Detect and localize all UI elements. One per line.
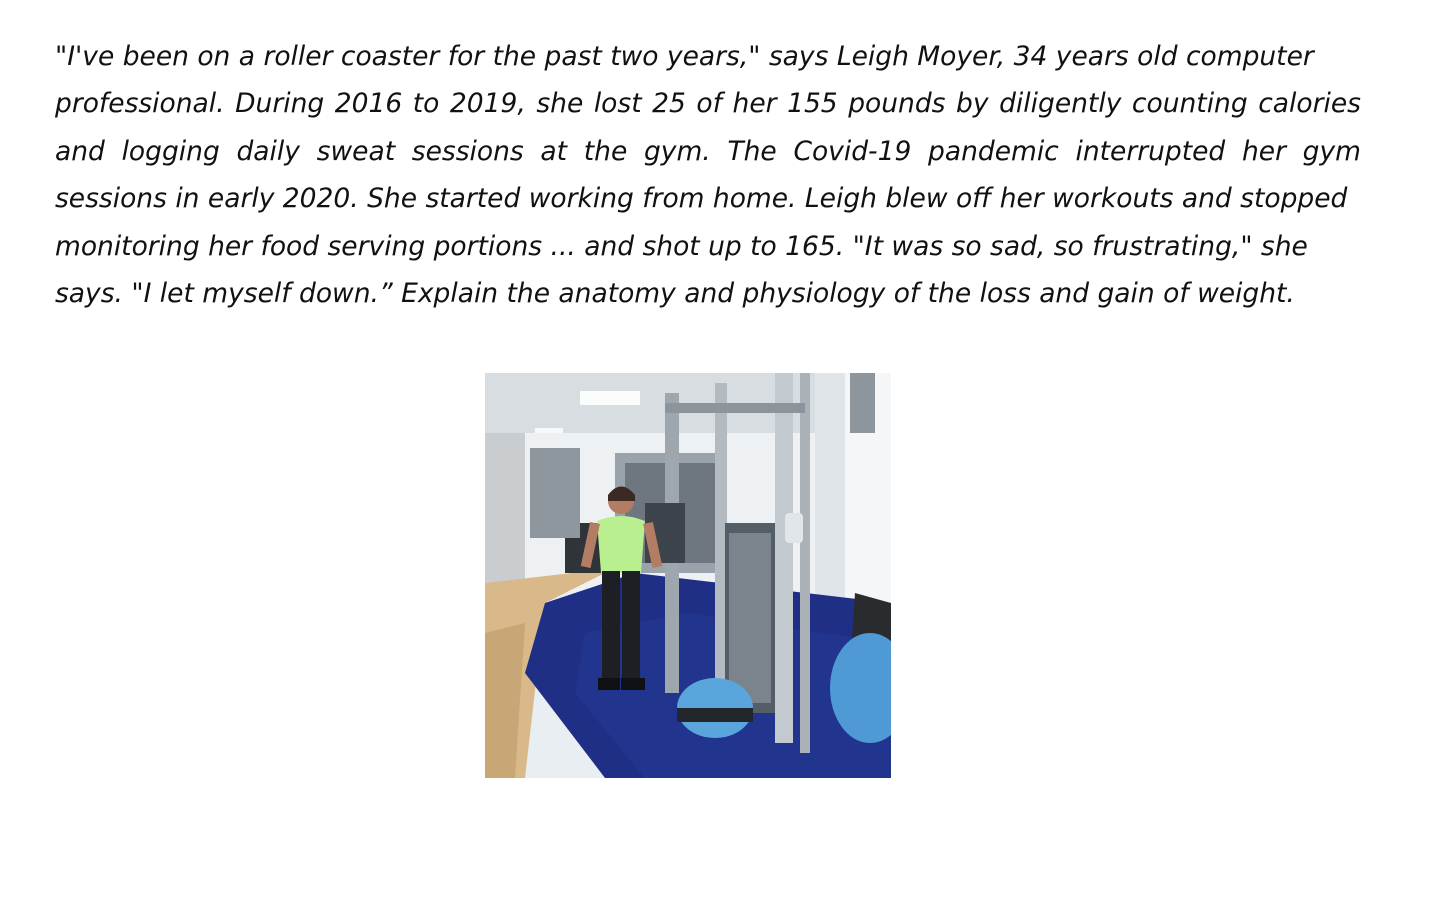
question-passage: [55, 33, 1385, 317]
passage-line-1: "I've been on a roller coaster for the past two years," says Leigh Moyer, 34 years old computer: [55, 41, 1314, 72]
passage-line-6: says. "I let myself down.” Explain the anatomy and physiology of the loss and gain of weight.: [55, 277, 1295, 309]
passage-line-3: and logging daily sweat sessions at the gym. The Covid-19 pandemic interrupted her gym: [55, 135, 1361, 167]
passage-line-5: monitoring her food serving portions ... and shot up to 165. "It was so sad, so frustrating," she: [55, 230, 1308, 262]
passage-line-4: sessions in early 2020. She started working from home. Leigh blew off her workouts and stopped: [55, 183, 1348, 215]
passage-line-2: professional. During 2016 to 2019, she lost 25 of her 155 pounds by diligently counting calories: [55, 88, 1361, 120]
gym-photo: [485, 373, 891, 778]
